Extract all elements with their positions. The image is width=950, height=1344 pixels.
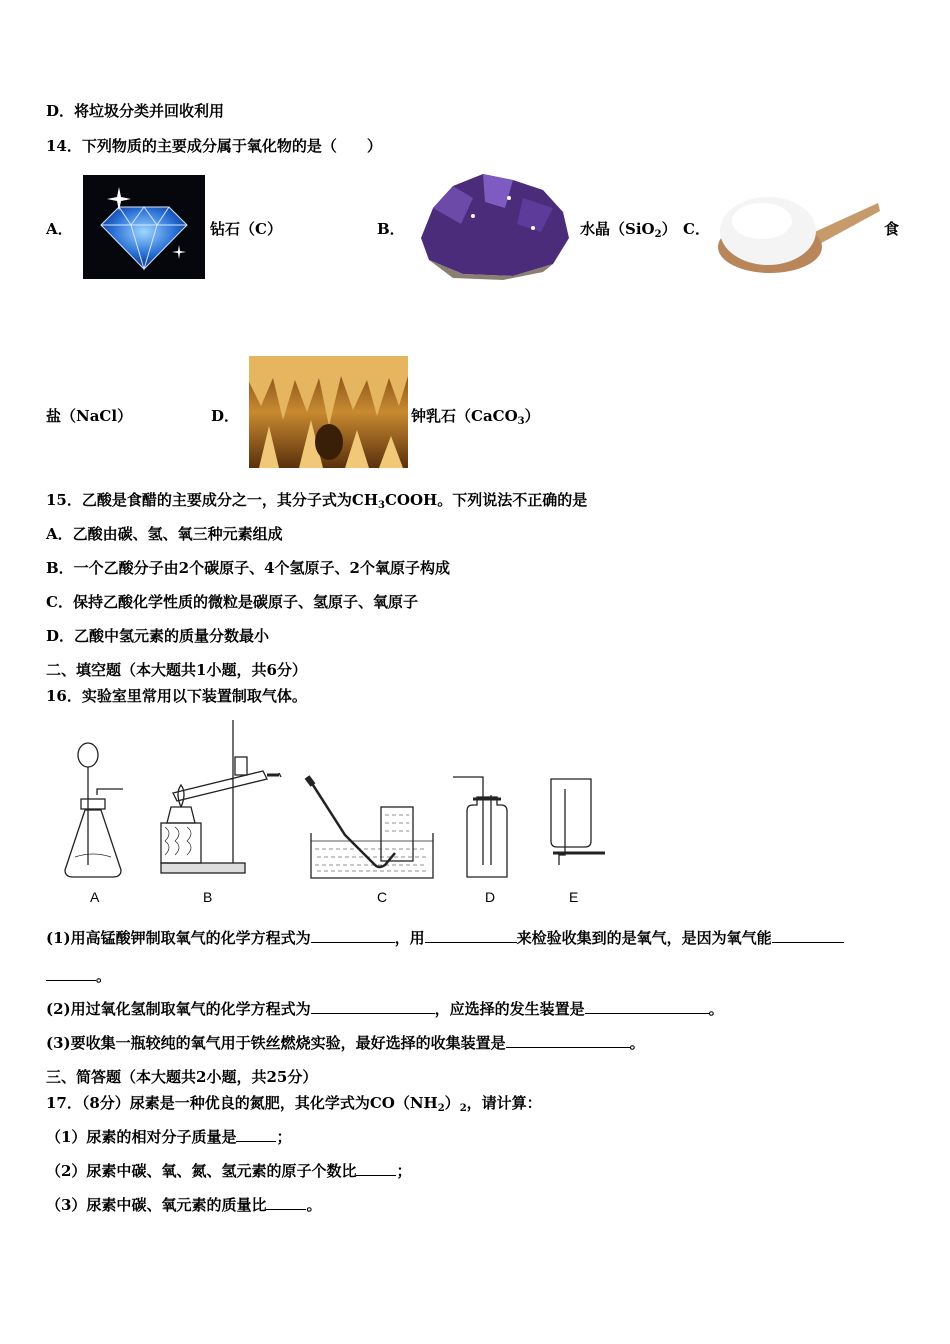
q14-option-a-text: 钻石（C） [210,220,282,238]
answer-blank[interactable] [585,999,709,1014]
answer-blank[interactable] [425,928,517,943]
answer-blank[interactable] [46,966,96,981]
answer-blank[interactable] [266,1195,306,1210]
amethyst-crystal-image [413,168,573,280]
q13-option-d: D．将垃圾分类并回收利用 [46,102,225,120]
q14-option-b-text: 水晶（SiO$_2$） [580,220,677,240]
apparatus-label-d: D [485,889,496,905]
q17-part-3: （3）尿素中碳、氧元素的质量比 。 [46,1196,322,1214]
lab-apparatus-diagram [55,715,625,885]
answer-blank[interactable] [236,1127,276,1142]
q14-option-b-letter: B． [377,220,405,238]
apparatus-d-bottle [453,777,507,877]
q14-stem: 14．下列物质的主要成分属于氧化物的是（ ） [46,137,382,155]
q16-stem: 16．实验室里常用以下装置制取气体。 [46,687,307,705]
stalactite-cave-image [249,356,408,468]
q14-option-c-letter: C． [683,220,710,238]
q15-option-b: B．一个乙酸分子由2个碳原子、4个氢原子、2个氧原子构成 [46,559,450,577]
answer-blank[interactable] [311,999,435,1014]
apparatus-label-e: E [569,889,579,905]
q15-option-c: C．保持乙酸化学性质的微粒是碳原子、氢原子、氧原子 [46,593,418,611]
q16-part-1: (1)用高锰酸钾制取氧气的化学方程式为 ，用 来检验收集到的是氧气，是因为氧气能 [46,928,844,948]
salt-spoon-image [718,185,882,277]
answer-blank[interactable] [356,1161,396,1176]
apparatus-label-b: B [203,889,213,905]
diamond-image [83,175,205,279]
section-2-title: 二、填空题（本大题共1小题，共6分） [46,661,307,679]
answer-blank[interactable] [772,928,844,943]
q16-part-3: (3)要收集一瓶较纯的氧气用于铁丝燃烧实验，最好选择的收集装置是 。 [46,1034,645,1052]
q16-part-2: (2)用过氧化氢制取氧气的化学方程式为 ，应选择的发生装置是 。 [46,1000,724,1018]
q14-option-d-letter: D． [211,407,240,425]
q14-option-a-letter: A． [46,220,73,238]
apparatus-label-a: A [90,889,100,905]
q15-option-a: A．乙酸由碳、氢、氧三种元素组成 [46,525,283,543]
apparatus-a-flask [65,743,123,877]
q14-option-c-text-2: 盐（NaCl） [46,407,133,425]
answer-blank[interactable] [506,1033,630,1048]
q15-stem: 15．乙酸是食醋的主要成分之一，其分子式为$CH_3COOH$。下列说法不正确的是 [46,491,588,511]
apparatus-b-stand [161,720,281,873]
apparatus-e-bottle [551,779,605,865]
q15-option-d: D．乙酸中氢元素的质量分数最小 [46,627,270,645]
q14-option-c-text-1: 食 [884,220,900,238]
answer-blank[interactable] [311,928,395,943]
apparatus-c-trough [307,777,433,878]
apparatus-label-c: C [377,889,388,905]
q17-stem: 17．（8分）尿素是一种优良的氮肥，其化学式为$CO(NH_2)_2$，请计算： [46,1094,542,1114]
q17-part-1: （1）尿素的相对分子质量是 ； [46,1128,292,1146]
section-3-title: 三、简答题（本大题共2小题，共25分） [46,1068,318,1086]
q14-option-d-text: 钟乳石（CaCO$_3$） [411,407,540,427]
q16-part-1-cont: 。 [46,966,111,986]
q17-part-2: （2）尿素中碳、氧、氮、氢元素的原子个数比 ； [46,1162,412,1180]
